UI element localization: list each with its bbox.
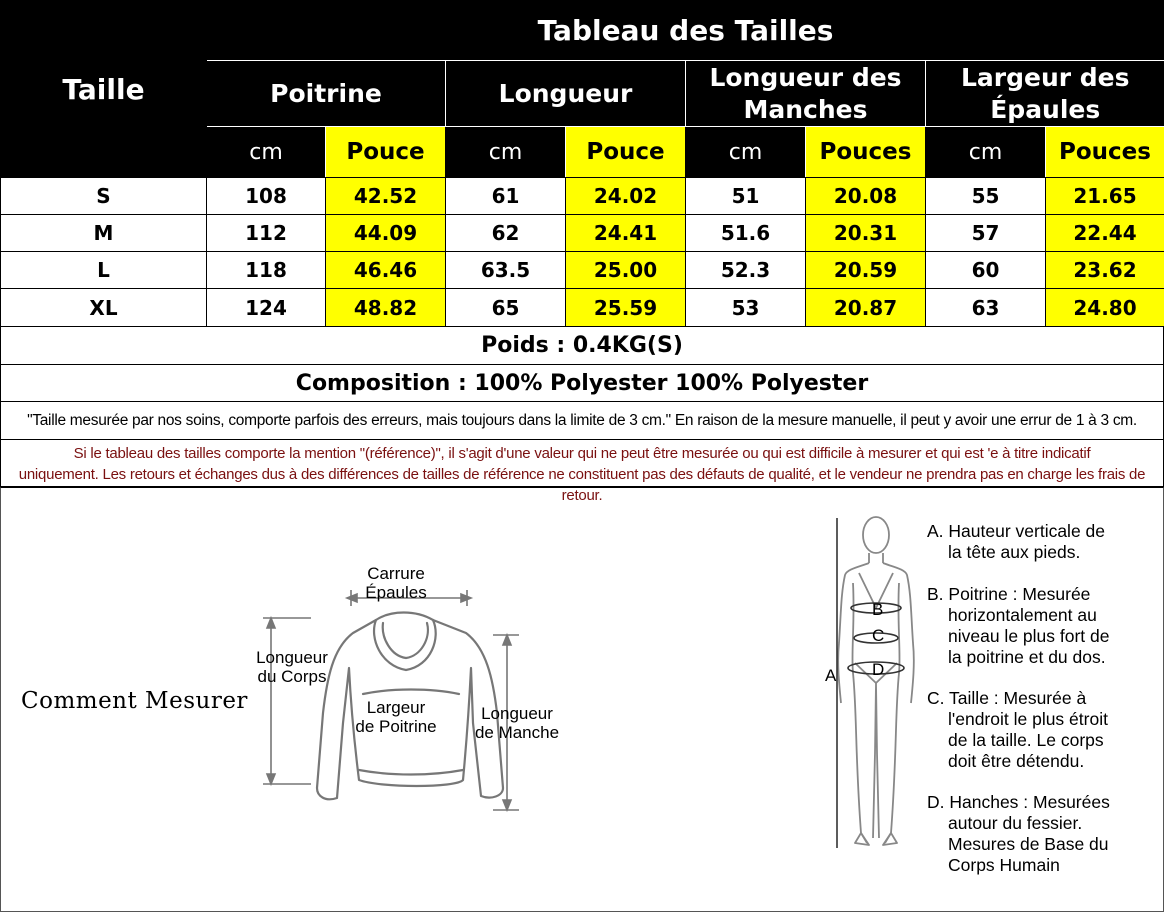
value-cell: 51 — [686, 178, 806, 215]
value-cell: 52.3 — [686, 252, 806, 289]
value-cell: 20.59 — [806, 252, 926, 289]
label-line: Longueur — [256, 648, 328, 667]
legend-line: Corps Humain — [948, 855, 1060, 875]
value-cell: 21.65 — [1046, 178, 1164, 215]
size-cell: M — [1, 215, 207, 252]
table-title: Tableau des Tailles — [207, 1, 1164, 61]
group-header-sleeve: Longueur des Manches — [686, 61, 926, 127]
letter-b: B — [872, 600, 884, 619]
unit-header: Pouce — [326, 127, 446, 178]
value-cell: 44.09 — [326, 215, 446, 252]
value-cell: 23.62 — [1046, 252, 1164, 289]
value-cell: 46.46 — [326, 252, 446, 289]
letter-c: C — [872, 626, 885, 645]
value-cell: 51.6 — [686, 215, 806, 252]
value-cell: 24.02 — [566, 178, 686, 215]
value-cell: 108 — [207, 178, 326, 215]
legend-d — [927, 792, 1110, 876]
body-length-label — [247, 648, 337, 686]
composition-row: Composition : 100% Polyester 100% Polyester — [0, 365, 1164, 402]
legend-line: A. Hauteur verticale de — [927, 521, 1106, 541]
value-cell: 20.31 — [806, 215, 926, 252]
legend-b — [927, 584, 1110, 668]
group-header-chest: Poitrine — [207, 61, 446, 127]
legend-c — [927, 688, 1108, 772]
value-cell: 62 — [446, 215, 566, 252]
value-cell: 63 — [926, 289, 1046, 327]
value-cell: 55 — [926, 178, 1046, 215]
value-cell: 48.82 — [326, 289, 446, 327]
unit-header: Pouces — [1046, 127, 1164, 178]
how-to-measure-section — [0, 487, 1164, 912]
group-header-shoulder: Largeur des Épaules — [926, 61, 1164, 127]
value-cell: 112 — [207, 215, 326, 252]
unit-header: Pouce — [566, 127, 686, 178]
size-cell: XL — [1, 289, 207, 327]
shoulder-label — [346, 564, 446, 602]
table-row — [1, 215, 1164, 252]
label-line: Carrure — [367, 564, 425, 583]
size-header: Taille — [1, 1, 207, 178]
value-cell: 60 — [926, 252, 1046, 289]
legend-line: autour du fessier. — [948, 813, 1083, 833]
legend-line: de la taille. Le corps — [948, 730, 1104, 750]
legend-line: la tête aux pieds. — [948, 542, 1081, 562]
legend-line: horizontalement au — [948, 605, 1097, 625]
unit-header: cm — [446, 127, 566, 178]
label-line: de Poitrine — [355, 717, 437, 736]
value-cell: 25.00 — [566, 252, 686, 289]
reference-note-line: uniquement. Les retours et échanges dus à des différences de tailles de référence ne constituent pas des défauts de qualité, et le vendeur ne prendra pas en charge les frais de retour. — [18, 466, 1146, 504]
table-row — [1, 178, 1164, 215]
letter-d: D — [872, 660, 885, 679]
value-cell: 24.80 — [1046, 289, 1164, 327]
unit-header: cm — [207, 127, 326, 178]
value-cell: 20.87 — [806, 289, 926, 327]
sleeve-length-label — [469, 704, 565, 742]
legend-line: l'endroit le plus étroit — [948, 709, 1108, 729]
legend-line: doit être détendu. — [948, 751, 1085, 771]
value-cell: 63.5 — [446, 252, 566, 289]
value-cell: 53 — [686, 289, 806, 327]
value-cell: 24.41 — [566, 215, 686, 252]
label-line: du Corps — [257, 667, 327, 686]
measurement-note: "Taille mesurée par nos soins, comporte parfois des erreurs, mais toujours dans la limite de 3 cm." En raison de la mesure manuelle, il peut y avoir une errur de 1 à 3 cm. — [0, 402, 1164, 440]
legend-a — [927, 521, 1105, 563]
weight-row: Poids : 0.4KG(S) — [0, 327, 1164, 365]
size-cell: L — [1, 252, 207, 289]
reference-note-line: Si le tableau des tailles comporte la mention "(référence)", il s'agit d'une valeur qui ne peut être mesurée ou qui est difficile à mesurer et qui est 'e à titre indicatif — [73, 445, 1091, 462]
label-line: Épaules — [365, 583, 427, 602]
size-cell: S — [1, 178, 207, 215]
label-line: de Manche — [474, 723, 560, 742]
label-line: Largeur — [366, 698, 426, 717]
legend-line: niveau le plus fort de — [948, 626, 1110, 646]
unit-header: Pouces — [806, 127, 926, 178]
unit-header: cm — [926, 127, 1046, 178]
reference-note — [0, 440, 1164, 504]
value-cell: 42.52 — [326, 178, 446, 215]
unit-header: cm — [686, 127, 806, 178]
legend-line: Mesures de Base du — [948, 834, 1109, 854]
group-header-length: Longueur — [446, 61, 686, 127]
legend-line: D. Hanches : Mesurées — [927, 792, 1110, 812]
label-line: Longueur — [481, 704, 553, 723]
table-row — [1, 252, 1164, 289]
legend-line: la poitrine et du dos. — [948, 647, 1106, 667]
table-row — [1, 289, 1164, 327]
value-cell: 22.44 — [1046, 215, 1164, 252]
how-to-measure-title: Comment Mesurer — [21, 688, 248, 714]
value-cell: 124 — [207, 289, 326, 327]
size-table — [0, 0, 1164, 327]
value-cell: 118 — [207, 252, 326, 289]
legend-line: B. Poitrine : Mesurée — [927, 584, 1091, 604]
value-cell: 65 — [446, 289, 566, 327]
letter-a: A — [825, 666, 837, 685]
value-cell: 57 — [926, 215, 1046, 252]
legend-line: C. Taille : Mesurée à — [927, 688, 1087, 708]
value-cell: 61 — [446, 178, 566, 215]
value-cell: 20.08 — [806, 178, 926, 215]
value-cell: 25.59 — [566, 289, 686, 327]
body-figure-diagram — [831, 513, 921, 858]
chest-width-label — [349, 698, 443, 736]
